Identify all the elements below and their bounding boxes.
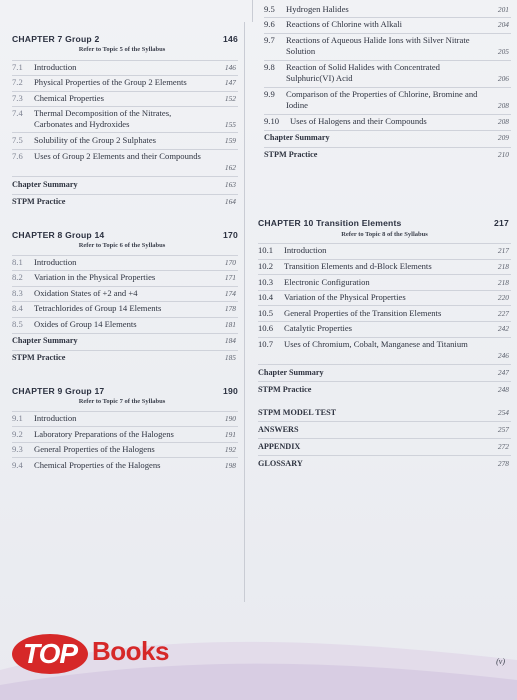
chapter-page: 190 (223, 386, 238, 396)
entry-title: General Properties of the Transition Elements (284, 308, 442, 318)
entry-page: 227 (497, 309, 509, 318)
entry-page: 152 (224, 94, 236, 103)
practice-page: 210 (497, 150, 509, 159)
entry-number: 9.3 (12, 444, 23, 454)
syllabus-ref: Refer to Topic 5 of the Syllabus (78, 46, 166, 53)
back-page: 272 (497, 442, 509, 451)
chapter-summary-link[interactable] (258, 368, 509, 377)
entry-title: Reaction of Solid Halides with Concentrated Sulphuric(VI) Acid (286, 62, 440, 83)
entry-page: 208 (497, 101, 509, 110)
entry-page: 192 (224, 445, 236, 454)
entry-page: 171 (224, 273, 236, 282)
divider (264, 87, 511, 88)
divider (12, 350, 238, 351)
entry-number: 9.1 (12, 413, 23, 423)
entry-page: 218 (497, 262, 509, 271)
divider (258, 337, 511, 338)
divider (12, 149, 238, 150)
entry-number: 8.5 (12, 319, 23, 329)
divider (12, 442, 238, 443)
entry-page: 155 (224, 120, 236, 129)
entry-number: 10.4 (258, 292, 274, 302)
entry-number: 9.5 (264, 4, 275, 14)
chapter-title: CHAPTER 10 Transition Elements (258, 218, 402, 228)
practice-page: 185 (224, 353, 236, 362)
entry-page: 218 (497, 278, 509, 287)
divider (258, 421, 511, 422)
entry-title: Introduction (34, 62, 77, 72)
divider (12, 426, 238, 427)
entry-number: 10.1 (258, 245, 274, 255)
entry-number: 9.10 (264, 116, 280, 126)
summary-label: Chapter Summary (258, 368, 324, 377)
entry-number: 9.8 (264, 62, 275, 72)
chapter-title: CHAPTER 7 Group 2 (12, 34, 100, 44)
entry-title: Reactions of Chlorine with Alkali (286, 19, 402, 29)
divider (12, 457, 238, 458)
entry-number: 10.5 (258, 308, 274, 318)
entry-page: 206 (497, 74, 509, 83)
chapter-page: 146 (223, 34, 238, 44)
chapter-summary-link[interactable] (12, 180, 236, 189)
back-page: 257 (497, 425, 509, 434)
divider (258, 321, 511, 322)
entry-title: Laboratory Preparations of the Halogens (34, 429, 174, 439)
entry-number: 9.9 (264, 89, 275, 99)
syllabus-ref: Refer to Topic 8 of the Syllabus (341, 231, 428, 238)
divider (12, 317, 238, 318)
back-label: APPENDIX (258, 442, 301, 451)
divider (258, 364, 511, 365)
divider (12, 91, 238, 92)
divider (12, 176, 238, 177)
practice-label: STPM Practice (12, 353, 66, 362)
back-label: ANSWERS (258, 425, 299, 434)
entry-title: Uses of Chromium, Cobalt, Manganese and Titanium (284, 339, 468, 349)
divider (12, 75, 238, 76)
divider (12, 106, 238, 107)
entry-title: Oxidation States of +2 and +4 (34, 288, 138, 298)
appendix-link[interactable] (258, 442, 509, 451)
divider (258, 455, 511, 456)
entry-title: Physical Properties of the Group 2 Elements (34, 77, 187, 87)
entry-number: 10.3 (258, 277, 274, 287)
entry-number: 7.5 (12, 135, 23, 145)
summary-page: 247 (497, 368, 509, 377)
chapter-7-heading[interactable] (12, 34, 238, 44)
summary-label: Chapter Summary (12, 180, 78, 189)
entry-title: Variation in the Physical Properties (34, 272, 156, 282)
entry-page: 208 (497, 117, 509, 126)
entry-page: 204 (497, 20, 509, 29)
divider (12, 286, 238, 287)
stpm-practice-link[interactable] (258, 385, 509, 394)
chapter-summary-link[interactable] (264, 133, 509, 142)
entry-number: 9.4 (12, 460, 23, 470)
summary-page: 209 (497, 133, 509, 142)
divider (12, 411, 238, 412)
divider (12, 301, 238, 302)
entry-title: Catalytic Properties (284, 323, 353, 333)
entry-number: 10.2 (258, 261, 274, 271)
entry-page: 147 (224, 78, 236, 87)
entry-title: Oxides of Group 14 Elements (34, 319, 137, 329)
divider (264, 17, 511, 18)
entry-page: 205 (497, 47, 509, 56)
entry-page: 220 (497, 293, 509, 302)
entry-number: 10.7 (258, 339, 274, 349)
divider (264, 60, 511, 61)
divider (12, 194, 238, 195)
topbooks-logo (12, 628, 192, 678)
entry-title: Uses of Halogens and their Compounds (290, 116, 427, 126)
practice-label: STPM Practice (258, 385, 312, 394)
entry-number: 9.6 (264, 19, 275, 29)
back-page: 278 (497, 459, 509, 468)
entry-title: Transition Elements and d-Block Elements (284, 261, 432, 271)
entry-title: Chemical Properties (34, 93, 104, 103)
entry-title: Introduction (34, 257, 77, 267)
divider (264, 114, 511, 115)
divider (258, 381, 511, 382)
chapter-8-heading[interactable] (12, 230, 238, 240)
entry-number: 7.6 (12, 151, 23, 161)
divider (264, 33, 511, 34)
divider (264, 147, 511, 148)
logo-books-text: Books (92, 636, 169, 666)
entry-page: 246 (497, 351, 509, 360)
divider (258, 290, 511, 291)
entry-number: 7.3 (12, 93, 23, 103)
chapter-title: CHAPTER 8 Group 14 (12, 230, 105, 240)
entry-page: 191 (224, 430, 236, 439)
entry-title: Hydrogen Halides (286, 4, 349, 14)
model-test-link[interactable] (258, 408, 509, 417)
divider (258, 438, 511, 439)
divider (258, 274, 511, 275)
entry-page: 178 (224, 304, 236, 313)
entry-number: 7.1 (12, 62, 23, 72)
entry-page: 190 (224, 414, 236, 423)
entry-number: 8.4 (12, 303, 23, 313)
entry-title: Reactions of Aqueous Halide Ions with Silver Nitrate Solution (286, 35, 470, 56)
divider (258, 259, 511, 260)
entry-page: 198 (224, 461, 236, 470)
syllabus-ref: Refer to Topic 7 of the Syllabus (78, 398, 166, 405)
right-column (252, 0, 517, 620)
answers-link[interactable] (258, 425, 509, 434)
back-label: STPM MODEL TEST (258, 408, 337, 417)
stpm-practice-link[interactable] (264, 150, 509, 159)
divider (258, 243, 511, 244)
divider (12, 60, 238, 61)
back-page: 254 (497, 408, 509, 417)
entry-number: 7.2 (12, 77, 23, 87)
entry-title: Comparison of the Properties of Chlorine, Bromine and Iodine (286, 89, 478, 110)
glossary-link[interactable] (258, 459, 509, 468)
entry-title: Solubility of the Group 2 Sulphates (34, 135, 156, 145)
entry-page: 159 (224, 136, 236, 145)
entry-page: 242 (497, 324, 509, 333)
entry-page: 201 (497, 5, 509, 14)
summary-page: 163 (224, 180, 236, 189)
chapter-page: 170 (223, 230, 238, 240)
stpm-practice-link[interactable] (12, 353, 236, 362)
entry-page: 217 (497, 246, 509, 255)
summary-label: Chapter Summary (264, 133, 330, 142)
entry-number: 8.3 (12, 288, 23, 298)
entry-title: Uses of Group 2 Elements and their Compounds (34, 151, 201, 161)
entry-title: Variation of the Physical Properties (284, 292, 406, 302)
chapter-title: CHAPTER 9 Group 17 (12, 386, 105, 396)
summary-page: 184 (224, 336, 236, 345)
logo-top-badge: TOP (12, 634, 88, 674)
practice-page: 248 (497, 385, 509, 394)
entry-title: Introduction (284, 245, 327, 255)
entry-number: 7.4 (12, 108, 23, 118)
entry-title: Chemical Properties of the Halogens (34, 460, 161, 470)
divider (264, 130, 511, 131)
entry-number: 9.2 (12, 429, 23, 439)
divider (12, 333, 238, 334)
divider (12, 270, 238, 271)
entry-number: 8.1 (12, 257, 23, 267)
chapter-9-heading[interactable] (12, 386, 238, 396)
practice-label: STPM Practice (264, 150, 318, 159)
divider (258, 305, 511, 306)
summary-label: Chapter Summary (12, 336, 78, 345)
entry-number: 9.7 (264, 35, 275, 45)
entry-number: 10.6 (258, 323, 274, 333)
entry-title: Tetrachlorides of Group 14 Elements (34, 303, 162, 313)
entry-page: 162 (224, 163, 236, 172)
page-number: (v) (496, 657, 505, 666)
chapter-summary-link[interactable] (12, 336, 236, 345)
entry-page: 174 (224, 289, 236, 298)
divider (12, 132, 238, 133)
entry-page: 170 (224, 258, 236, 267)
entry-title: General Properties of the Halogens (34, 444, 155, 454)
entry-number: 8.2 (12, 272, 23, 282)
chapter-10-heading[interactable] (258, 218, 509, 228)
entry-page: 146 (224, 63, 236, 72)
left-column (0, 22, 245, 602)
entry-title: Introduction (34, 413, 77, 423)
stpm-practice-link[interactable] (12, 197, 236, 206)
entry-title: Thermal Decomposition of the Nitrates, Carbonates and Hydroxides (34, 108, 172, 129)
entry-page: 181 (224, 320, 236, 329)
practice-label: STPM Practice (12, 197, 66, 206)
chapter-page: 217 (494, 218, 509, 228)
syllabus-ref: Refer to Topic 6 of the Syllabus (78, 242, 166, 249)
divider (12, 255, 238, 256)
back-label: GLOSSARY (258, 459, 303, 468)
entry-title: Electronic Configuration (284, 277, 370, 287)
practice-page: 164 (224, 197, 236, 206)
